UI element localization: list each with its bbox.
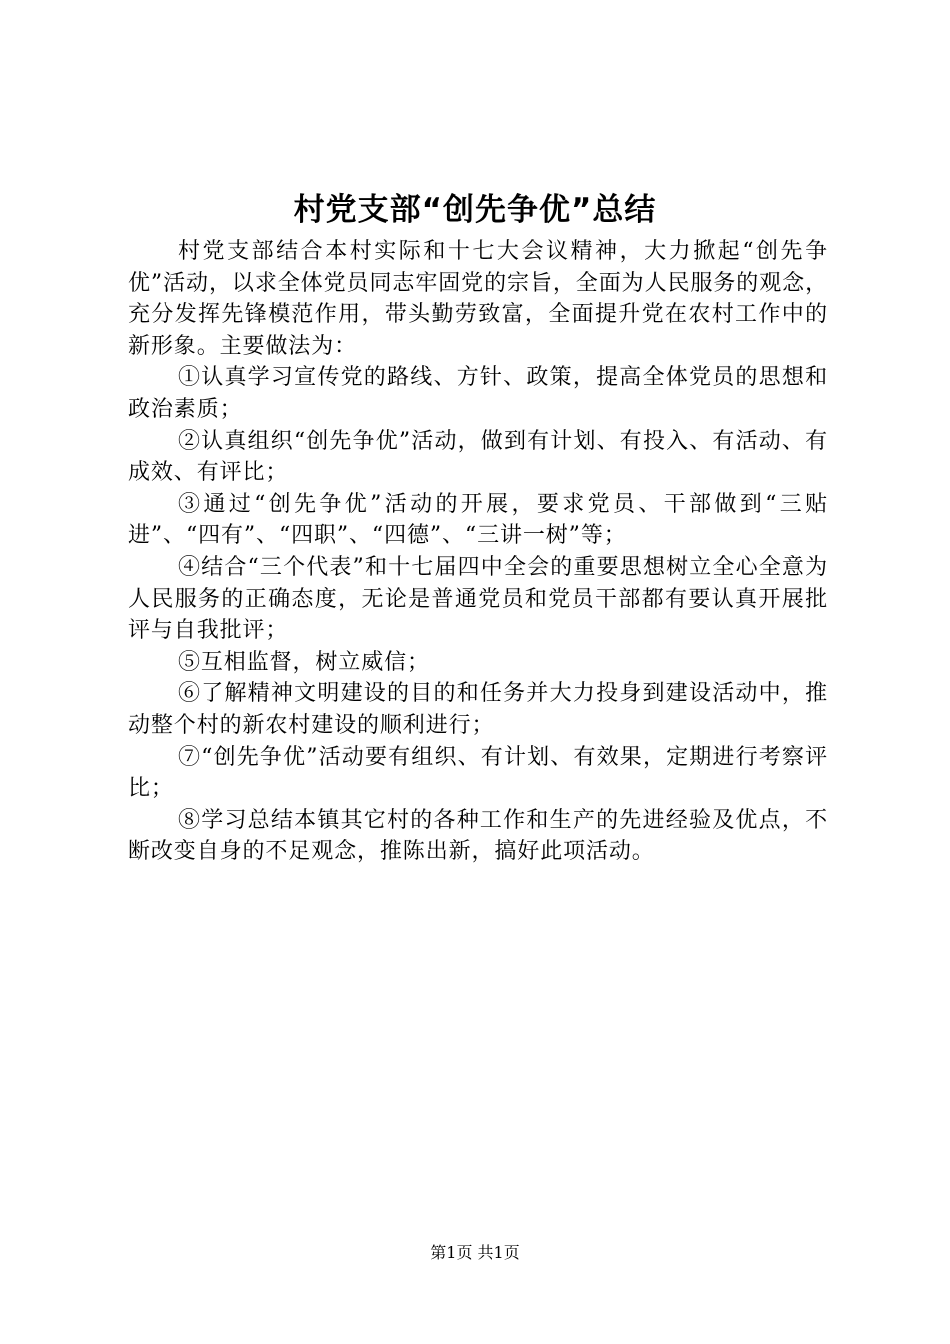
list-item-2: ②认真组织“创先争优”活动，做到有计划、有投入、有活动、有成效、有评比；: [128, 428, 828, 486]
page-number-footer: 第1页 共1页: [430, 1243, 520, 1262]
list-item-6: ⑥了解精神文明建设的目的和任务并大力投身到建设活动中，推动整个村的新农村建设的顺利进行；: [128, 681, 828, 738]
list-item-3: ③通过“创先争优”活动的开展，要求党员、干部做到“三贴进”、“四有”、“四职”、“四德”、“三讲一树”等；: [128, 491, 828, 549]
list-item-1: ①认真学习宣传党的路线、方针、政策，提高全体党员的思想和政治素质；: [128, 365, 828, 422]
document-title: 村党支部“创先争优”总结: [293, 192, 657, 228]
list-item-8: ⑧学习总结本镇其它村的各种工作和生产的先进经验及优点，不断改变自身的不足观念，推陈出新，搞好此项活动。: [128, 807, 828, 865]
list-item-5: ⑤互相监督，树立威信；: [178, 649, 430, 675]
paragraph-intro: 村党支部结合本村实际和十七大会议精神，大力掀起“创先争优”活动，以求全体党员同志牢固党的宗旨，全面为人民服务的观念，充分发挥先锋模范作用，带头勤劳致富，全面提升党在农村工作中的新形象。主要做法为：: [128, 239, 828, 359]
document-body: [128, 236, 828, 868]
list-item-4: ④结合“三个代表”和十七届四中全会的重要思想树立全心全意为人民服务的正确态度，无论是普通党员和党员干部都有要认真开展批评与自我批评；: [128, 554, 828, 644]
list-item-7: ⑦“创先争优”活动要有组织、有计划、有效果，定期进行考察评比；: [128, 744, 828, 802]
